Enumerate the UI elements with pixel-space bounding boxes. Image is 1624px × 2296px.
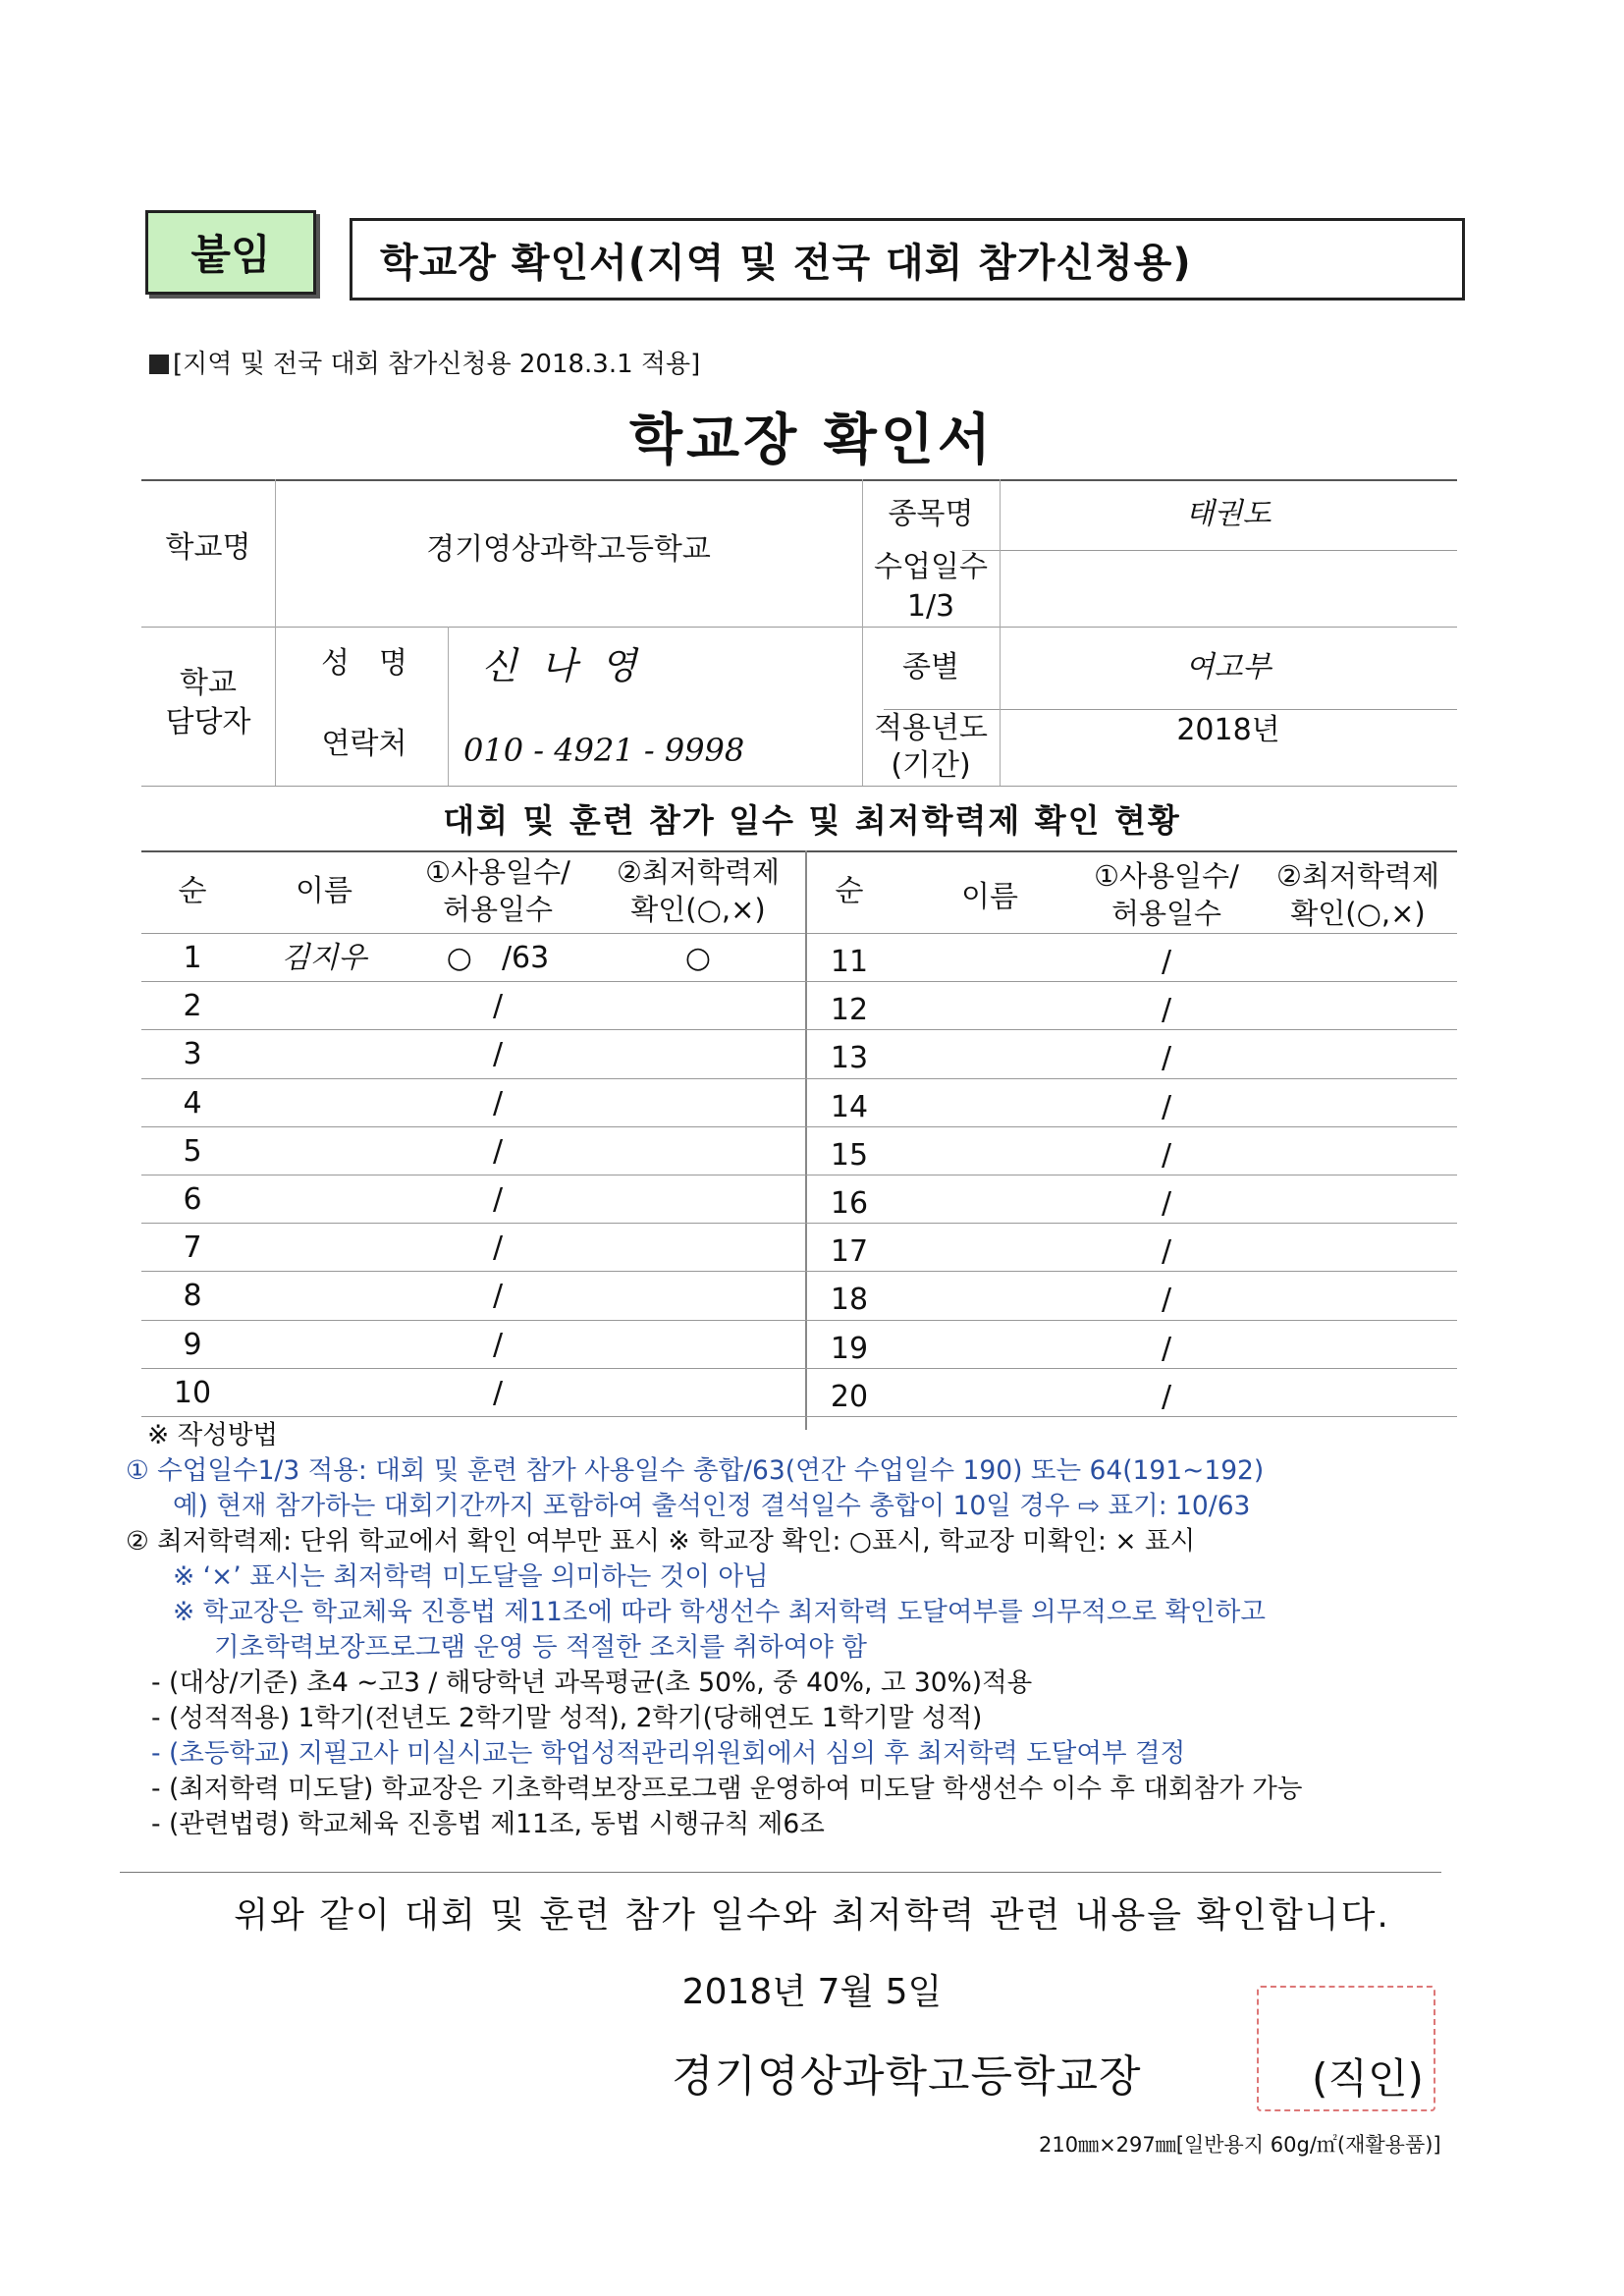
name-label: 성 명 — [321, 646, 407, 681]
sport-label: 종목명 — [888, 497, 974, 531]
row-no: 12 — [830, 993, 869, 1028]
square-bullet-icon — [149, 355, 169, 374]
school-label: 학교명 — [165, 530, 251, 565]
row-no: 11 — [830, 945, 869, 979]
detail-3: - (초등학교) 지필고사 미실시교는 학업성적관리위원회에서 심의 후 최저학력 도달여부 결정 — [151, 1738, 1186, 1769]
col-days-left-1: ①사용일수/ — [425, 855, 570, 889]
table-row-rule — [141, 1223, 1457, 1224]
col-days-right-1: ①사용일수/ — [1094, 859, 1239, 893]
row-no: 19 — [830, 1331, 869, 1366]
table-top-border — [141, 850, 1457, 852]
row-no: 18 — [830, 1283, 869, 1318]
signature-date: 2018년 7월 5일 — [681, 1972, 943, 2012]
table-row-rule — [141, 1126, 1457, 1127]
writing-instructions — [126, 1418, 1500, 1842]
manager-label-1: 학교 — [180, 666, 237, 700]
sport-value: 태권도 — [1185, 497, 1272, 531]
table-row-rule — [141, 1368, 1457, 1369]
table-header-rule — [141, 933, 1457, 934]
principal-name: 경기영상과학고등학교장 — [672, 2051, 1142, 2102]
days-sub: 1/3 — [906, 589, 955, 624]
row-days: / — [1161, 993, 1172, 1028]
row-no: 6 — [183, 1182, 202, 1217]
year-sub: (기간) — [891, 748, 971, 783]
row-no: 16 — [830, 1186, 869, 1221]
row-no: 2 — [183, 989, 202, 1024]
row-no: 15 — [830, 1137, 869, 1173]
days-label: 수업일수 — [874, 550, 988, 584]
row-days: / — [1161, 1186, 1172, 1221]
row-no: 7 — [183, 1230, 202, 1266]
row-name: 김지우 — [281, 941, 367, 975]
col-name-right: 이름 — [961, 880, 1018, 914]
detail-1: - (대상/기준) 초4 ~고3 / 해당학년 과목평균(초 50%, 중 40%, 고 30%)적용 — [151, 1667, 1033, 1698]
row-days: / — [492, 1230, 504, 1266]
row-days: / — [1161, 1379, 1172, 1414]
row-days: / — [1161, 1137, 1172, 1173]
note-2a: ※ ‘×’ 표시는 최저학력 미도달을 의미하는 것이 아님 — [173, 1561, 769, 1592]
paper-spec-footer: 210㎜×297㎜[일반용지 60g/㎡(재활용품)] — [1039, 2133, 1441, 2157]
row-no: 20 — [830, 1379, 869, 1414]
col-check-right-1: ②최저학력제 — [1275, 859, 1440, 893]
info-rule — [962, 550, 1457, 551]
row-days: / — [492, 1037, 504, 1072]
attachment-tag: 붙임 — [145, 210, 316, 295]
row-no: 8 — [183, 1279, 202, 1314]
info-top-border — [141, 479, 1457, 481]
col-check-left-1: ②최저학력제 — [616, 855, 781, 889]
row-days: / — [1161, 1234, 1172, 1270]
row-days: / — [492, 1327, 504, 1362]
col-no-left: 순 — [178, 874, 207, 908]
info-rule — [141, 627, 1457, 628]
table-row-rule — [141, 1320, 1457, 1321]
category-value: 여고부 — [1185, 650, 1272, 684]
row-days: / — [1161, 1089, 1172, 1124]
row-no: 1 — [183, 941, 202, 975]
note-1b: 예) 현재 참가하는 대회기간까지 포함하여 출석인정 결석일수 총합이 10일 경우 ⇨ 표기: 10/63 — [173, 1491, 1251, 1521]
row-no: 9 — [183, 1327, 202, 1362]
applicability-note — [149, 344, 700, 380]
year-value: 2018년 — [1176, 713, 1280, 747]
school-value: 경기영상과학고등학교 — [426, 532, 711, 567]
note-1a: ① 수업일수1/3 적용: 대회 및 훈련 참가 사용일수 총합/63(연간 수업일수 190) 또는 64(191~192) — [126, 1455, 1265, 1486]
row-days: / — [492, 1182, 504, 1217]
detail-2: - (성적적용) 1학기(전년도 2학기말 성적), 2학기(당해연도 1학기말 성적) — [151, 1703, 983, 1733]
name-value: 신 나 영 — [481, 644, 643, 687]
page-title: 학교장 확인서 — [628, 409, 996, 472]
row-days: / — [492, 1279, 504, 1314]
table-row-rule — [141, 1078, 1457, 1079]
row-no: 13 — [830, 1041, 869, 1076]
row-days: / — [1161, 945, 1172, 979]
note-2c: 기초학력보장프로그램 운영 등 적절한 조치를 취하여야 함 — [214, 1632, 867, 1663]
table-row-rule — [141, 1271, 1457, 1272]
row-no: 4 — [183, 1085, 202, 1121]
info-divider — [448, 627, 449, 786]
col-days-right-2: 허용일수 — [1110, 897, 1222, 930]
section-title: 대회 및 훈련 참가 일수 및 최저학력제 확인 현황 — [443, 801, 1181, 840]
notes-heading: ※ 작성방법 — [147, 1420, 279, 1450]
row-days: ○ /63 — [446, 941, 550, 975]
category-label: 종별 — [902, 650, 959, 684]
row-no: 5 — [183, 1133, 202, 1169]
table-row-rule — [141, 1416, 1457, 1417]
row-days: / — [492, 1375, 504, 1410]
table-row-rule — [141, 1029, 1457, 1030]
col-no-right: 순 — [835, 874, 864, 908]
note-2b: ※ 학교장은 학교체육 진흥법 제11조에 따라 학생선수 최저학력 도달여부를 의무적으로 확인하고 — [173, 1597, 1266, 1627]
row-no: 14 — [830, 1089, 869, 1124]
applicability-note-text: [지역 및 전국 대회 참가신청용 2018.3.1 적용] — [173, 350, 701, 379]
notes-bottom-rule — [120, 1872, 1441, 1873]
contact-label: 연락처 — [321, 727, 407, 761]
detail-4: - (최저학력 미도달) 학교장은 기초학력보장프로그램 운영하여 미도달 학생선수 이수 후 대회참가 가능 — [151, 1774, 1303, 1804]
row-no: 3 — [183, 1037, 202, 1072]
row-days: / — [1161, 1041, 1172, 1076]
col-check-left-2: 확인(○,×) — [630, 893, 766, 926]
table-row-rule — [141, 981, 1457, 982]
col-check-right-2: 확인(○,×) — [1290, 897, 1426, 930]
row-no: 17 — [830, 1234, 869, 1270]
row-check: ○ — [684, 941, 712, 975]
info-rule — [141, 786, 1457, 787]
row-no: 10 — [173, 1375, 212, 1410]
row-days: / — [492, 1133, 504, 1169]
row-days: / — [1161, 1331, 1172, 1366]
detail-5: - (관련법령) 학교체육 진흥법 제11조, 동법 시행규칙 제6조 — [151, 1809, 825, 1839]
row-days: / — [1161, 1283, 1172, 1318]
info-divider — [275, 479, 276, 786]
row-days: / — [492, 1085, 504, 1121]
confirmation-statement: 위와 같이 대회 및 훈련 참가 일수와 최저학력 관련 내용을 확인합니다. — [234, 1895, 1390, 1936]
row-days: / — [492, 989, 504, 1024]
col-name-left: 이름 — [296, 874, 352, 908]
col-days-left-2: 허용일수 — [442, 893, 554, 926]
note-2: ② 최저학력제: 단위 학교에서 확인 여부만 표시 ※ 학교장 확인: ○표시, 학교장 미확인: × 표시 — [126, 1526, 1196, 1557]
document-header-title: 학교장 확인서(지역 및 전국 대회 참가신청용) — [350, 218, 1465, 301]
manager-label-2: 담당자 — [165, 705, 251, 739]
year-label: 적용년도 — [874, 711, 988, 745]
seal-label: (직인) — [1312, 2054, 1424, 2103]
contact-value: 010 - 4921 - 9998 — [463, 732, 745, 769]
